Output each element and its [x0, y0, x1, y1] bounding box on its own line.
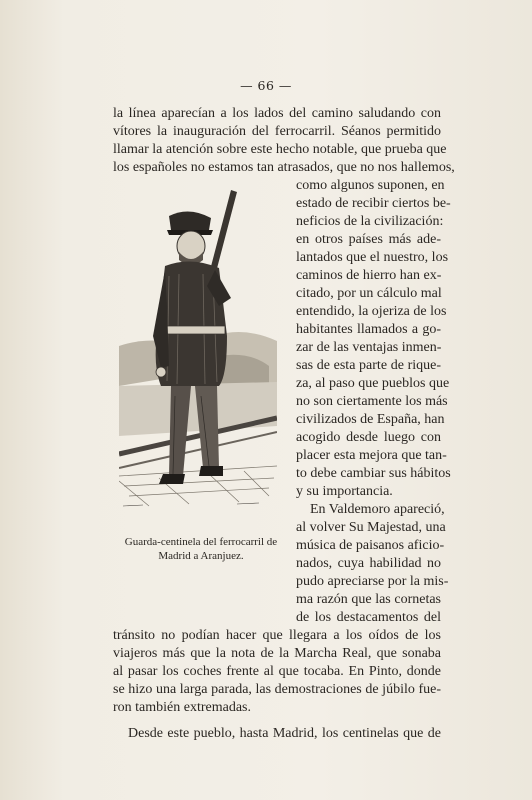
text-line: música de paisanos aficio- [296, 538, 445, 553]
text-line: en otros países más ade- [296, 232, 441, 247]
text-line: sas de esta parte de rique- [296, 358, 441, 373]
text-line: se hizo una larga parada, las demostraciones de júbilo fue- [113, 682, 441, 697]
text-line: acogido desde luego con [296, 430, 441, 445]
text-line: citado, por un cálculo mal [296, 286, 442, 301]
page-number: — 66 — [240, 78, 292, 93]
text-line: los españoles no estamos tan atrasados, que no nos hallemos, [113, 160, 455, 175]
text-line: ron también extremadas. [113, 700, 252, 715]
text-line: tránsito no podían hacer que llegara a los oídos de los [113, 628, 441, 643]
text-line: zar de las ventajas inmen- [296, 340, 442, 355]
text-line: la línea aparecían a los lados del camino saludando con [113, 106, 441, 121]
caption-line: Guarda-centinela del ferrocarril de [124, 536, 278, 548]
text-line: ma razón que las cornetas [296, 592, 441, 607]
text-line: llamar la atención sobre este hecho notable, que prueba que [113, 142, 447, 157]
text-line: to debe cambiar sus hábitos [296, 466, 451, 481]
caption-line: Madrid a Aranjuez. [158, 550, 244, 562]
text-line: no son ciertamente los más [296, 394, 448, 409]
text-line: como algunos suponen, en [296, 178, 445, 193]
text-line: al pasar los coches frente al que tocaba. En Pinto, donde [113, 664, 441, 679]
text-line: vítores la inauguración del ferrocarril. Séanos permitido [113, 124, 441, 139]
text-line: habitantes llamados a go- [296, 322, 441, 337]
text-line: civilizados de España, han [296, 412, 445, 427]
text-line: neficios de la civilización: [296, 214, 444, 229]
text-line: de los destacamentos del [296, 610, 441, 625]
text-line: nados, cuya habilidad no [296, 556, 441, 571]
text-line: viajeros más que la nota de la Marcha Real, que sonaba [113, 646, 441, 661]
text-line: caminos de hierro han ex- [296, 268, 442, 283]
text-line: al volver Su Majestad, una [296, 520, 446, 535]
text-line: En Valdemoro apareció, [310, 502, 445, 517]
text-line: pudo apreciarse por la mis- [296, 574, 449, 589]
guard-engraving [119, 186, 277, 516]
text-line: Desde este pueblo, hasta Madrid, los centinelas que de [128, 726, 441, 741]
text-line: y su importancia. [296, 484, 393, 499]
text-line: placer esta mejora que tan- [296, 448, 447, 463]
text-line: za, al paso que pueblos que [296, 376, 450, 391]
text-line: entendido, la ojeriza de los [296, 304, 447, 319]
illustration-caption [110, 535, 292, 563]
text-line: estado de recibir ciertos be- [296, 196, 451, 211]
text-line: lantados que el nuestro, los [296, 250, 449, 265]
